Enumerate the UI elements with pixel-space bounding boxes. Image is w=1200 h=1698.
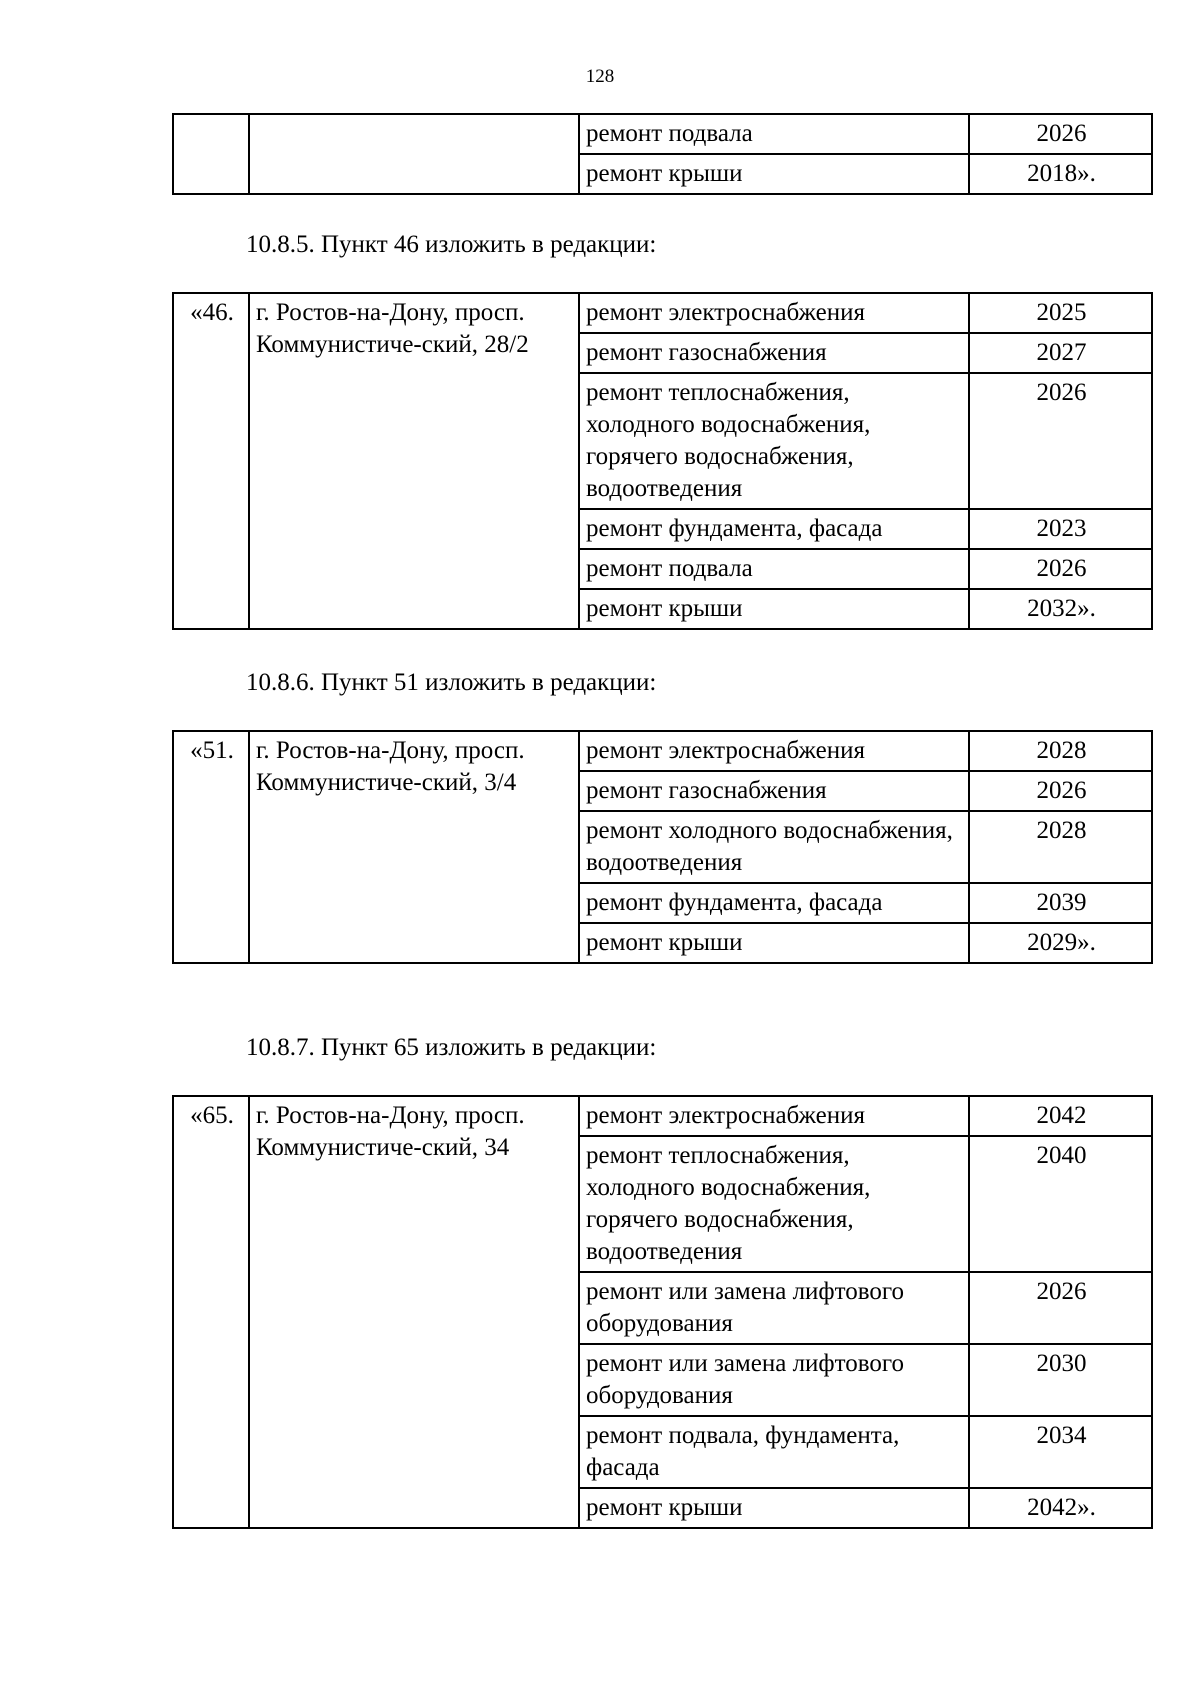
year-cell: 2026 (969, 771, 1152, 811)
table-item-46 (172, 292, 1153, 630)
work-cell: ремонт теплоснабжения, холодного водоснабжения, горячего водоснабжения, водоотведения (579, 373, 969, 509)
section-heading-65: 10.8.7. Пункт 65 изложить в редакции: (246, 1034, 657, 1061)
year-cell: 2028 (969, 731, 1152, 771)
work-cell: ремонт теплоснабжения, холодного водоснабжения, горячего водоснабжения, водоотведения (579, 1136, 969, 1272)
table-row (173, 114, 1152, 154)
year-cell: 2040 (969, 1136, 1152, 1272)
work-cell: ремонт фундамента, фасада (579, 509, 969, 549)
section-heading-46: 10.8.5. Пункт 46 изложить в редакции: (246, 231, 657, 258)
work-cell: ремонт электроснабжения (579, 1096, 969, 1136)
year-cell: 2028 (969, 811, 1152, 883)
address-cell: г. Ростов-на-Дону, просп. Коммунистиче-ский, 28/2 (249, 293, 579, 629)
work-cell: ремонт крыши (579, 589, 969, 629)
row-number: «65. (173, 1096, 249, 1528)
table-row (173, 1096, 1152, 1136)
work-cell: ремонт газоснабжения (579, 333, 969, 373)
year-cell: 2023 (969, 509, 1152, 549)
work-cell: ремонт крыши (579, 1488, 969, 1528)
table-row (173, 731, 1152, 771)
address-cell: г. Ростов-на-Дону, просп. Коммунистиче-ский, 34 (249, 1096, 579, 1528)
year-cell: 2026 (969, 1272, 1152, 1344)
year-cell: 2042». (969, 1488, 1152, 1528)
table-item-65 (172, 1095, 1153, 1529)
year-cell: 2018». (969, 154, 1152, 194)
table-row (173, 293, 1152, 333)
section-heading-51: 10.8.6. Пункт 51 изложить в редакции: (246, 669, 657, 696)
year-cell: 2026 (969, 373, 1152, 509)
row-number: «51. (173, 731, 249, 963)
page-number: 128 (585, 66, 615, 87)
year-cell: 2032». (969, 589, 1152, 629)
work-cell: ремонт фундамента, фасада (579, 883, 969, 923)
year-cell: 2034 (969, 1416, 1152, 1488)
row-number: «46. (173, 293, 249, 629)
work-cell: ремонт холодного водоснабжения, водоотведения (579, 811, 969, 883)
year-cell: 2026 (969, 549, 1152, 589)
year-cell: 2027 (969, 333, 1152, 373)
work-cell: ремонт подвала (579, 549, 969, 589)
year-cell: 2026 (969, 114, 1152, 154)
work-cell: ремонт крыши (579, 923, 969, 963)
year-cell: 2025 (969, 293, 1152, 333)
year-cell: 2029». (969, 923, 1152, 963)
table-continuation (172, 113, 1153, 195)
work-cell: ремонт крыши (579, 154, 969, 194)
row-number (173, 114, 249, 194)
work-cell: ремонт электроснабжения (579, 731, 969, 771)
work-cell: ремонт подвала (579, 114, 969, 154)
year-cell: 2039 (969, 883, 1152, 923)
work-cell: ремонт газоснабжения (579, 771, 969, 811)
address-cell (249, 114, 579, 194)
year-cell: 2030 (969, 1344, 1152, 1416)
year-cell: 2042 (969, 1096, 1152, 1136)
work-cell: ремонт или замена лифтового оборудования (579, 1272, 969, 1344)
table-item-51 (172, 730, 1153, 964)
address-cell: г. Ростов-на-Дону, просп. Коммунистиче-ский, 3/4 (249, 731, 579, 963)
work-cell: ремонт подвала, фундамента, фасада (579, 1416, 969, 1488)
work-cell: ремонт электроснабжения (579, 293, 969, 333)
work-cell: ремонт или замена лифтового оборудования (579, 1344, 969, 1416)
